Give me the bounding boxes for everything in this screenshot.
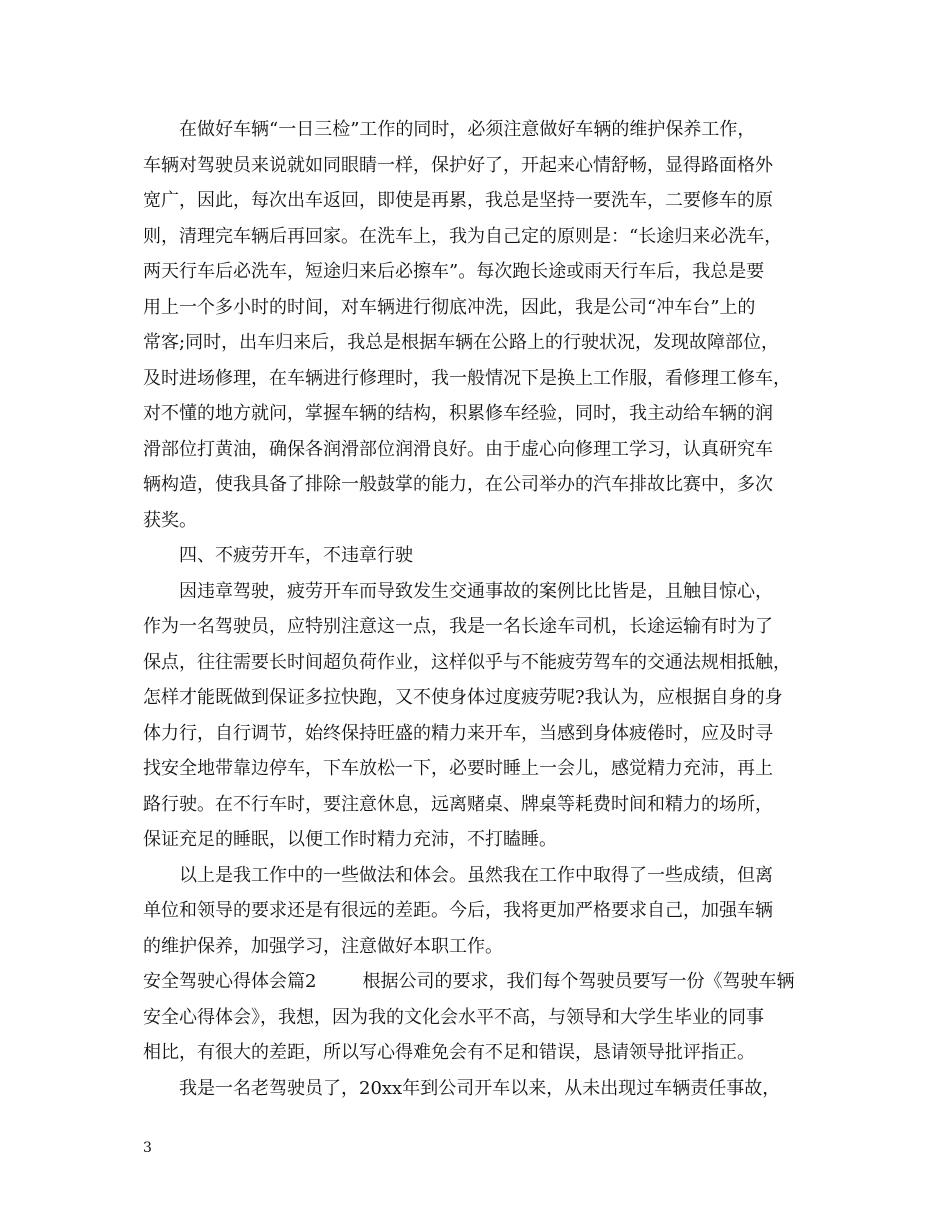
article-title: 安全驾驶心得体会篇2	[143, 971, 317, 992]
section-heading: 四、不疲劳开车，不违章行驶	[179, 545, 413, 566]
text-line: 路行驶。在不行车时，要注意休息，远离赌桌、牌桌等耗费时间和精力的场所，	[143, 793, 773, 815]
text-line: 及时进场修理，在车辆进行修理时，我一般情况下是换上工作服，看修理工修车，	[143, 367, 791, 389]
text-line: 怎样才能既做到保证多拉快跑，又不使身体过度疲劳呢?我认为，应根据自身的身	[143, 687, 783, 708]
text-line: 以上是我工作中的一些做法和体会。虽然我在工作中取得了一些成绩，但离	[179, 864, 773, 886]
text-line: 保点，往往需要长时间超负荷作业，这样似乎与不能疲劳驾车的交通法规相抵触，	[143, 651, 791, 673]
text-line-continuation: 根据公司的要求，我们每个驾驶员要写一份《驾驶车辆	[362, 971, 795, 992]
text-line: 的维护保养，加强学习，注意做好本职工作。	[143, 935, 503, 957]
text-line: 找安全地带靠边停车，下车放松一下，必要时睡上一会儿，感觉精力充沛，再上	[143, 758, 773, 779]
page-number: 3	[143, 1140, 152, 1156]
text-line: 我是一名老驾驶员了，20xx年到公司开车以来，从未出现过车辆责任事故，	[179, 1077, 781, 1099]
text-line: 常客;同时，出车归来后，我总是根据车辆在公路上的行驶状况，发现故障部位，	[143, 332, 780, 353]
text-line: 两天行车后必洗车，短途归来后必擦车”。每次跑长途或雨天行车后，我总是要	[143, 261, 765, 282]
text-line: 在做好车辆“一日三检”工作的同时，必须注意做好车辆的维护保养工作，	[179, 119, 756, 140]
text-line: 作为一名驾驶员，应特别注意这一点，我是一名长途车司机，长途运输有时为了	[143, 616, 773, 637]
text-line: 则，清理完车辆后再回家。在洗车上，我为自己定的原则是：“长途归来必洗车，	[143, 225, 783, 247]
text-line: 保证充足的睡眠，以便工作时精力充沛，不打瞌睡。	[143, 829, 557, 850]
text-line: 对不懂的地方就问，掌握车辆的结构，积累修车经验，同时，我主动给车辆的润	[143, 403, 773, 424]
text-line: 体力行，自行调节，始终保持旺盛的精力来开车，当感到身体疲倦时，应及时寻	[143, 722, 773, 744]
text-line: 相比，有很大的差距，所以写心得难免会有不足和错误，恳请领导批评指正。	[143, 1042, 755, 1063]
text-line: 用上一个多小时的时间，对车辆进行彻底冲洗，因此，我是公司“冲车台”上的	[143, 296, 756, 318]
text-line: 车辆对驾驶员来说就如同眼睛一样，保护好了，开起来心情舒畅，显得路面格外	[143, 154, 773, 176]
text-line: 安全心得体会》，我想，因为我的文化会水平不高，与领导和大学生毕业的同事	[143, 1006, 764, 1028]
text-line: 单位和领导的要求还是有很远的差距。今后，我将更加严格要求自己，加强车辆	[143, 900, 773, 921]
text-line: 因违章驾驶，疲劳开车而导致发生交通事故的案例比比皆是，且触目惊心，	[179, 580, 773, 602]
text-line: 宽广，因此，每次出车返回，即使是再累，我总是坚持一要洗车，二要修车的原	[143, 190, 773, 211]
text-line: 滑部位打黄油，确保各润滑部位润滑良好。由于虚心向修理工学习，认真研究车	[143, 438, 773, 460]
heading-line	[143, 964, 815, 1000]
document-body	[143, 112, 815, 1106]
text-line: 辆构造，使我具备了排除一般鼓掌的能力，在公司举办的汽车排故比赛中，多次	[143, 474, 773, 495]
text-line: 获奖。	[143, 509, 197, 531]
